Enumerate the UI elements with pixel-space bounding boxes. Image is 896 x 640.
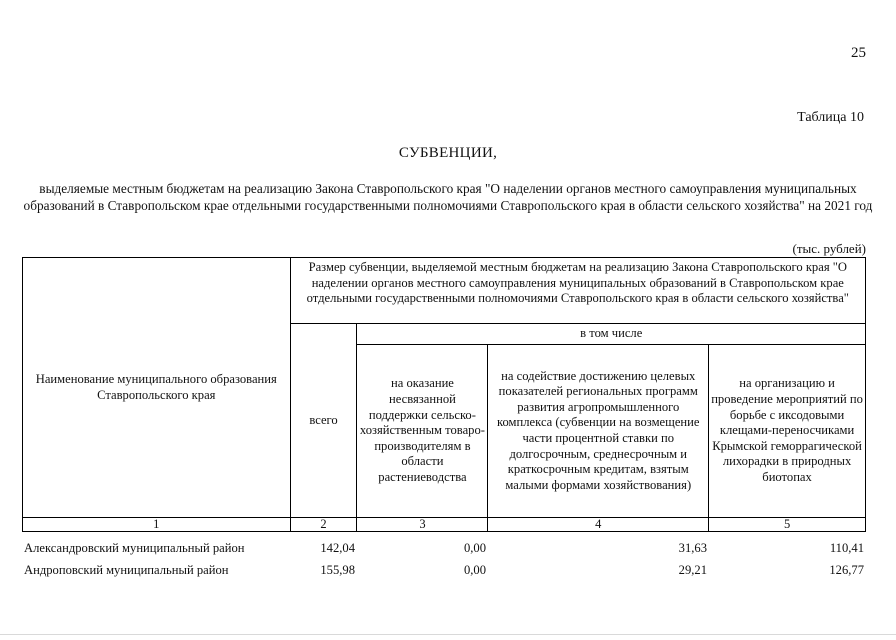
page-number: 25	[851, 45, 866, 61]
column-number: 1	[23, 518, 291, 532]
crop-support-column-header: на оказание несвязанной поддержки сельско-хозяйственным товаро-производителям в области растениеводства	[357, 345, 488, 518]
subsidy-table-body	[22, 537, 866, 581]
subsidy-table-header	[22, 257, 866, 532]
column-number: 5	[709, 518, 866, 532]
tick-control-column-header: на организацию и проведение мероприятий по борьбе с иксодовыми клещами-переносчиками Крымской геморрагической лихорадки в природных биотопах	[709, 345, 866, 518]
column-number: 2	[290, 518, 357, 532]
column-number: 3	[357, 518, 488, 532]
name-column-header: Наименование муниципального образования Ставропольского края	[23, 258, 291, 518]
table-row	[22, 559, 866, 581]
municipality-name: Александровский муниципальный район	[24, 540, 245, 555]
crop-support-value: 0,00	[463, 562, 486, 577]
table-row	[22, 537, 866, 559]
document-title: СУБВЕНЦИИ,	[398, 145, 498, 161]
amount-group-header: Размер субвенции, выделяемой местным бюджетам на реализацию Закона Ставропольского края "О наделении органов местного самоуправления муниципальных образований в Ставропольском крае отдельными государственными полномочиями Ставропольского края в области сельского хозяйства"	[290, 258, 865, 324]
total-column-header: всего	[290, 324, 357, 518]
units-note: (тыс. рублей)	[792, 241, 866, 256]
total-value: 142,04	[320, 540, 355, 555]
document-subtitle: выделяемые местным бюджетам на реализацию Закона Ставропольского края "О наделении органов местного самоуправления муниципальных образований в Ставропольском крае отдельными государственными полномочиями Ставропольского края в области сельского хозяйства" на 2021 год	[23, 181, 873, 213]
agro-program-value: 31,63	[678, 540, 707, 555]
tick-control-value: 126,77	[829, 562, 864, 577]
scan-edge-line	[0, 634, 896, 635]
column-number: 4	[488, 518, 709, 532]
table-label: Таблица 10	[797, 110, 864, 125]
crop-support-value: 0,00	[463, 540, 486, 555]
agro-program-value: 29,21	[678, 562, 707, 577]
agro-program-column-header: на содействие достижению целевых показателей региональных программ развития агропромышленного комплекса (субвенции на возмещение части процентной ставки по долгосрочным, среднесрочным и краткосрочным кредитам, взятым малыми формами хозяйствования)	[488, 345, 709, 518]
tick-control-value: 110,41	[829, 540, 864, 555]
municipality-name: Андроповский муниципальный район	[24, 562, 229, 577]
including-group-header: в том числе	[357, 324, 866, 345]
total-value: 155,98	[320, 562, 355, 577]
